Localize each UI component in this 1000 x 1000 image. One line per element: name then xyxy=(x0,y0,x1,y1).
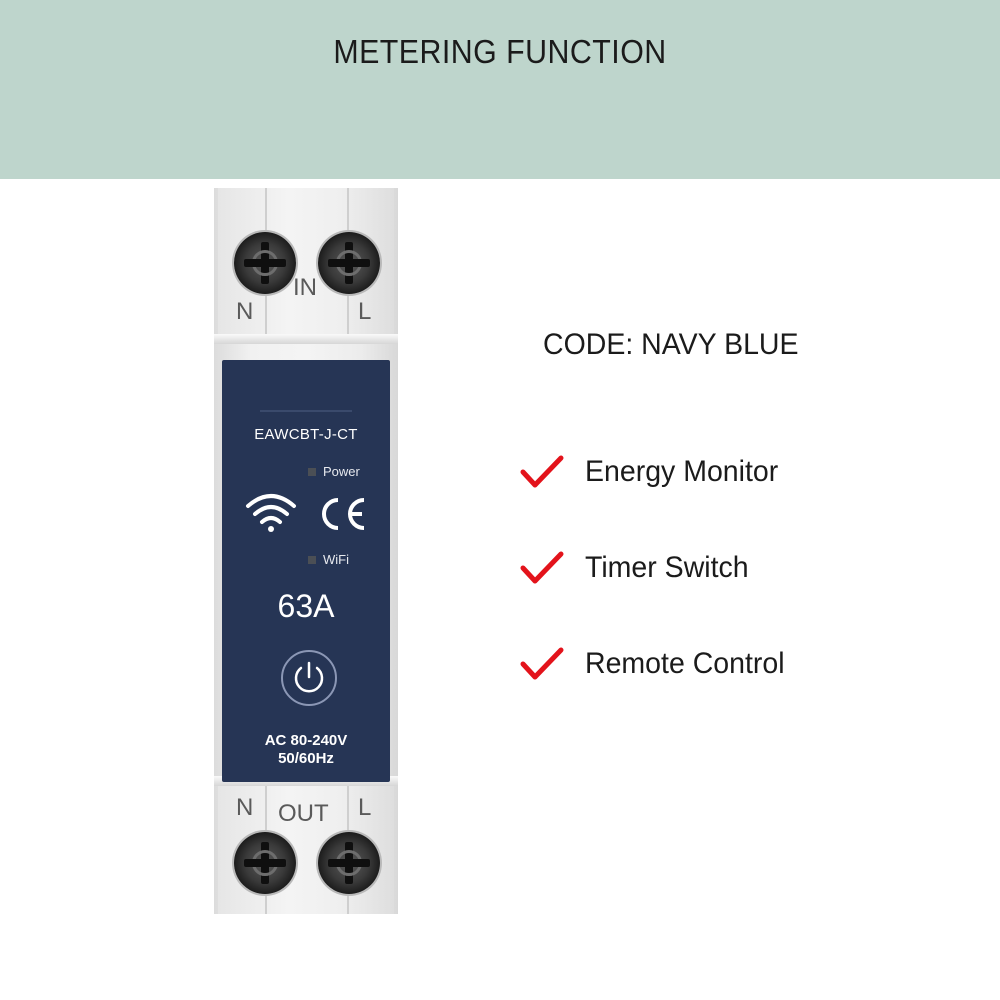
output-label: OUT xyxy=(278,800,329,827)
check-icon xyxy=(520,454,564,490)
frequency-spec: 50/60Hz xyxy=(278,750,334,767)
power-led-label: Power xyxy=(323,464,360,479)
output-line-label: L xyxy=(358,794,372,821)
check-icon xyxy=(520,646,564,682)
color-code: CODE: NAVY BLUE xyxy=(543,328,799,361)
input-label: IN xyxy=(293,274,317,301)
input-line-screw xyxy=(318,232,380,294)
feature-item-energy-monitor xyxy=(520,454,788,490)
wifi-indicator xyxy=(308,552,349,567)
power-icon xyxy=(283,652,335,704)
input-neutral-label: N xyxy=(236,298,254,325)
header-banner xyxy=(0,0,1000,179)
feature-item-remote-control xyxy=(520,646,795,682)
output-neutral-screw xyxy=(234,832,296,894)
check-icon xyxy=(520,550,564,586)
wifi-icon xyxy=(244,492,298,536)
smart-breaker-device xyxy=(214,188,398,914)
input-line-label: L xyxy=(358,298,372,325)
voltage-spec: AC 80-240V xyxy=(264,732,348,749)
wifi-led-label: WiFi xyxy=(323,552,349,567)
current-rating: 63A xyxy=(277,588,335,624)
power-button[interactable] xyxy=(281,650,337,706)
input-neutral-screw xyxy=(234,232,296,294)
output-neutral-label: N xyxy=(236,794,254,821)
banner-title: METERING FUNCTION xyxy=(333,33,667,70)
feature-label: Energy Monitor xyxy=(585,455,779,488)
feature-item-timer-switch xyxy=(520,550,757,586)
output-line-screw xyxy=(318,832,380,894)
wifi-led-icon xyxy=(308,556,316,564)
feature-label: Remote Control xyxy=(585,647,785,680)
housing-ledge xyxy=(214,334,398,344)
model-number: EAWCBT-J-CT xyxy=(254,426,358,443)
power-indicator xyxy=(308,464,360,479)
panel-divider xyxy=(260,410,352,412)
power-led-icon xyxy=(308,468,316,476)
feature-label: Timer Switch xyxy=(585,551,749,584)
front-panel xyxy=(222,360,390,782)
ce-mark-icon xyxy=(316,496,368,532)
